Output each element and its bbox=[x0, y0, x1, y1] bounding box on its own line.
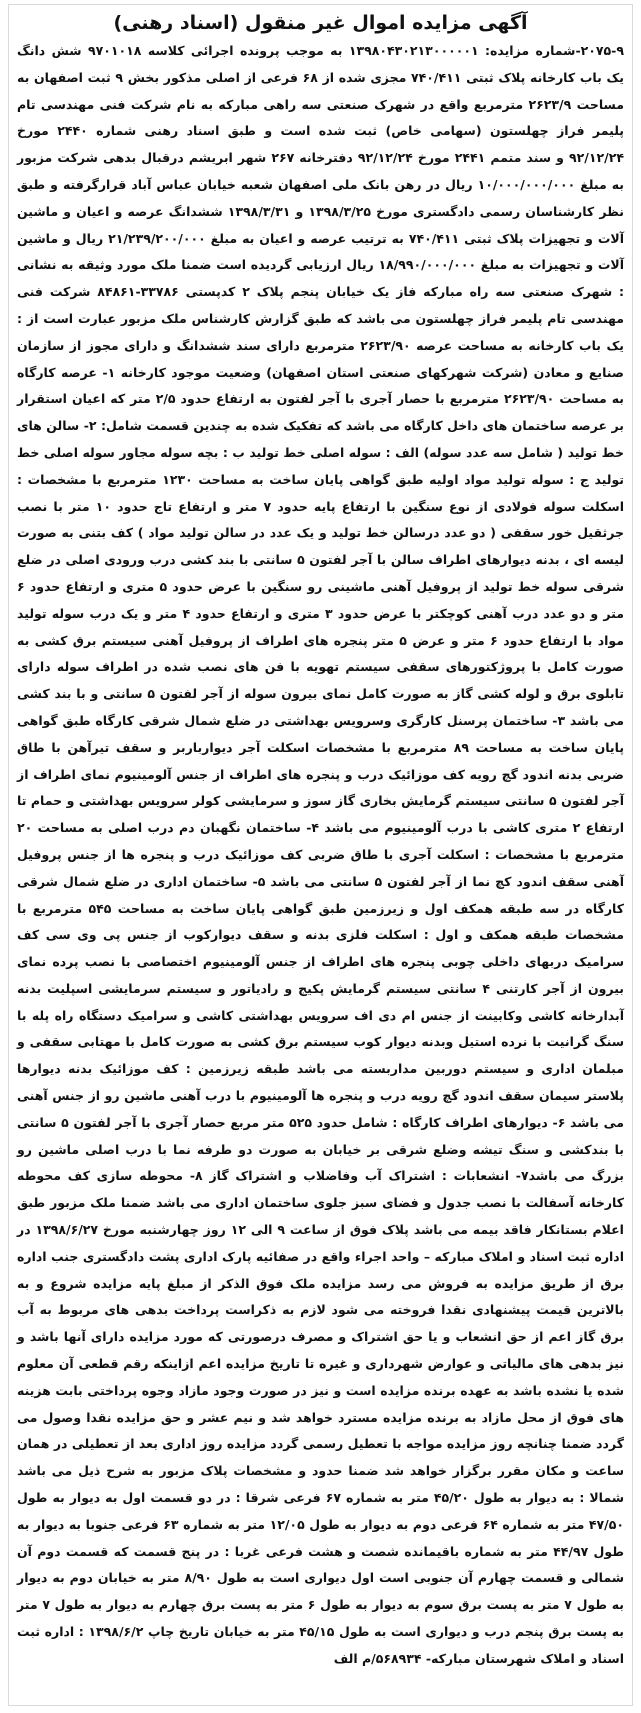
notice-body: ۲۰۷۵-۹-شماره مزایده: ۱۳۹۸۰۴۳۰۲۱۳۰۰۰۰۰۱ به موجب پرونده اجرائی کلاسه ۹۷۰۱۰۱۸ شش دانگ یک باب کارخانه پلاک ثبتی ۷۴۰/۴۱۱ مجزی شده از ۶۸ فرعی از اصلی مذکور بخش ۹ ثبت اصفهان به مساحت ۲۶۲۳/۹ مترمربع واقع در شهرک صنعتی سه راهی مبارکه به نام شرکت فنی مهندسی تام پلیمر فراز چهلستون (سهامی خاص) ثبت شده است و طبق اسناد رهنی شماره ۲۴۴۰ مورخ ۹۲/۱۲/۲۴ و سند متمم ۲۴۴۱ مورخ ۹۲/۱۲/۲۴ دفترخانه ۲۶۷ شهر ابریشم درقبال بدهی شرکت مزبور به مبلغ ۱۰/۰۰۰/۰۰۰/۰۰۰ ریال در رهن بانک ملی اصفهان شعبه خیابان عباس آباد قرارگرفته و طبق نظر کارشناسان رسمی دادگستری مورخ ۱۳۹۸/۳/۲۵ و ۱۳۹۸/۳/۳۱ ششدانگ عرصه و اعیان و ماشین آلات و تجهیزات پلاک ثبتی ۷۴۰/۴۱۱ به ترتیب عرصه و اعیان به مبلغ ۲۱/۲۳۹/۲۰۰/۰۰۰ ریال و ماشین آلات و تجهیزات به مبلغ ۱۸/۹۹۰/۰۰۰/۰۰۰ ریال ارزیابی گردیده است ضمنا ملک مورد وثیقه به نشانی : شهرک صنعتی سه راه مبارکه فاز یک خیابان پنجم پلاک ۲ کدپستی ۳۳۷۸۶-۸۴۸۶۱ شرکت فنی مهندسی تام پلیمر فراز چهلستون می باشد که طبق گزارش کارشناس ملک مزبور عبارت است از : یک باب کارخانه به مساحت عرصه ۲۶۲۳/۹۰ مترمربع دارای سند ششدانگ و دارای مجوز از سازمان صنایع و معادن (شرکت شهرکهای صنعتی استان اصفهان) وضعیت موجود کارخانه ۱- عرصه کارگاه به مساحت ۲۶۲۳/۹۰ مترمربع با حصار آجری با آجر لفتون به ارتفاع حدود ۲/۵ متر که اعیان استقرار بر عرصه ساختمان های داخل کارگاه می باشد که تفکیک شده به چندین قسمت شامل: ۲- سالن های خط تولید ( شامل سه عدد سوله) الف : سوله اصلی خط تولید ب : بچه سوله مجاور سوله اصلی خط تولید ج : سوله تولید مواد اولیه طبق گواهی پایان ساخت به مساحت ۱۲۳۰ مترمربع با مشخصات : اسکلت سوله فولادی از نوع سنگین با ارتفاع پایه حدود ۷ متر و ارتفاع تاج حدود ۱۰ متر با نصب جرثقیل خور سقفی ( دو عدد درسالن خط تولید و یک عدد در سالن تولید مواد ) کف بتنی به صورت لیسه ای ، بدنه دیوارهای اطراف سالن با آجر لفتون ۵ سانتی با بند کشی درب ورودی اصلی در ضلع شرقی سوله خط تولید از پروفیل آهنی ماشینی رو سنگین با عرض حدود ۵ متری و ارتفاع حدود ۶ متر و دو عدد درب آهنی کوچکتر با عرض حدود ۳ متری و ارتفاع حدود ۴ متر و یک درب سوله تولید مواد با ارتفاع حدود ۶ متر و عرض ۵ متر پنجره های اطراف از پروفیل آهنی سیستم برق کشی به صورت کامل با پروژکتورهای سقفی سیستم تهویه با فن های نصب شده در اطراف سوله دارای تابلوی برق و لوله کشی گاز به صورت کامل نمای بیرون سوله از آجر لفتون ۵ سانتی و با بند کشی می باشد ۳- ساختمان پرسنل کارگری وسرویس بهداشتی در ضلع شمال شرقی کارگاه طبق گواهی پایان ساخت به مساحت ۸۹ مترمربع با مشخصات اسکلت آجر دیوارباربر و سقف تیرآهن با طاق ضربی بدنه اندود گچ رویه کف موزائیک درب و پنجره های اطراف از جنس آلومینیوم نمای اطراف از آجر لفتون ۵ سانتی سیستم گرمایش بخاری گاز سوز و سرمایشی کولر سرویس بهداشتی و حمام تا ارتفاع ۲ متری کاشی با درب آلومینیوم می باشد ۴- ساختمان نگهبان دم درب اصلی به مساحت ۲۰ مترمربع با مشخصات : اسکلت آجری با طاق ضربی کف موزائیک درب و پنجره ها از جنس پروفیل آهنی سقف اندود کچ نما از آجر لفتون ۵ سانتی می باشد ۵- ساختمان اداری در ضلع شمال شرقی کارگاه در سه طبقه همکف اول و زیرزمین طبق گواهی پایان ساخت به مساحت ۵۴۵ مترمربع با مشخصات طبقه همکف و اول : اسکلت فلزی بدنه و سقف دیوارکوب از جنس پی وی سی کف سرامیک دربهای داخلی چوبی پنجره های اطراف از جنس آلومینیوم اختصاصی با نصب پرده نمای بیرون از آجر کارتنی ۴ سانتی سیستم گرمایش پکیج و رادیاتور و سیستم سرمایشی اسپلیت بدنه آبدارخانه کاشی وکابینت از جنس ام دی اف سرویس بهداشتی کاشی و سرامیک دستگاه راه پله با سنگ گرانیت با نرده استیل وبدنه دیوار کوب سیستم برق کشی به صورت کامل با مهتابی سقفی و مبلمان اداری و سیستم دوربین مداربسته می باشد طبقه زیرزمین : کف موزائیک بدنه دیوارها پلاستر سیمان سقف اندود گچ رویه درب و پنجره ها آلومینیوم با درب آهنی ماشین رو از جنس آهنی می باشد ۶- دیوارهای اطراف کارگاه : شامل حدود ۵۲۵ متر مربع حصار آجری با آجر لفتون ۵ سانتی با بندکشی و سنگ تیشه وضلع شرقی بر خیابان به صورت دو طرفه نما با درب اصلی ماشین رو بزرگ می باشد۷- انشعابات : اشتراک آب وفاضلاب و اشتراک گاز ۸- محوطه سازی کف محوطه کارخانه آسفالت با نصب جدول و فضای سبز جلوی ساختمان اداری می باشد ضمنا ملک مزبور طبق اعلام بستانکار فاقد بیمه می باشد پلاک فوق از ساعت ۹ الی ۱۲ روز چهارشنبه مورخ ۱۳۹۸/۶/۲۷ در اداره ثبت اسناد و املاک مبارکه – واحد اجراء واقع در صفائیه پارک اداری پشت دادگستری جنب اداره برق از طریق مزایده به فروش می رسد مزایده ملک فوق الذکر از مبلغ پایه مزایده شروع و به بالاترین قیمت پیشنهادی نقدا فروخته می شود لازم به ذکراست پرداخت بدهی های مربوط به آب برق گاز اعم از حق انشعاب و یا حق اشتراک و مصرف درصورتی که مورد مزایده دارای آنها باشد و نیز بدهی های مالیاتی و عوارض شهرداری و غیره تا تاریخ مزایده اعم ازاینکه رقم قطعی آن معلوم شده یا نشده باشد به عهده برنده مزایده است و نیز در صورت وجود مازاد وجوه پرداختی بابت هزینه های فوق از محل مازاد به برنده مزایده مسترد خواهد شد و نیم عشر و حق مزایده نقدا وصول می گردد ضمنا چنانچه روز مزایده مواجه با تعطیل رسمی گردد مزایده روز اداری بعد از تعطیلی در همان ساعت و مکان مقرر برگزار خواهد شد ضمنا حدود و مشخصات پلاک مزبور به شرح ذیل می باشد شمالا : به دیوار به طول ۴۵/۲۰ متر به شماره ۶۷ فرعی شرقا : در دو قسمت اول به دیوار به طول ۴۷/۵۰ متر به شماره ۶۴ فرعی دوم به دیوار به طول ۱۲/۰۵ متر به شماره ۶۳ فرعی جنوبا به دیوار به طول ۴۴/۹۷ متر به شماره باقیمانده شصت و هشت فرعی غربا : در پنج قسمت که قسمت دوم آن شمالی و قسمت چهارم آن جنوبی است اول دیواری است به طول ۸/۹۰ متر به خیابان دوم به دیوار به طول ۷ متر به پست برق سوم به دیوار به طول ۶ متر به پست برق چهارم به دیوار به طول ۷ متر به پست برق پنجم درب و دیواری است به طول ۴۵/۱۵ متر به خیابان تاریخ چاپ ۱۳۹۸/۶/۲ : اداره ثبت اسناد و املاک شهرستان مبارکه- ۵۶۸۹۳۴/م الف bbox=[17, 43, 625, 1666]
auction-notice bbox=[8, 4, 633, 1706]
notice-title: آگهی مزایده اموال غیر منقول (اسناد رهنی) bbox=[113, 12, 528, 34]
